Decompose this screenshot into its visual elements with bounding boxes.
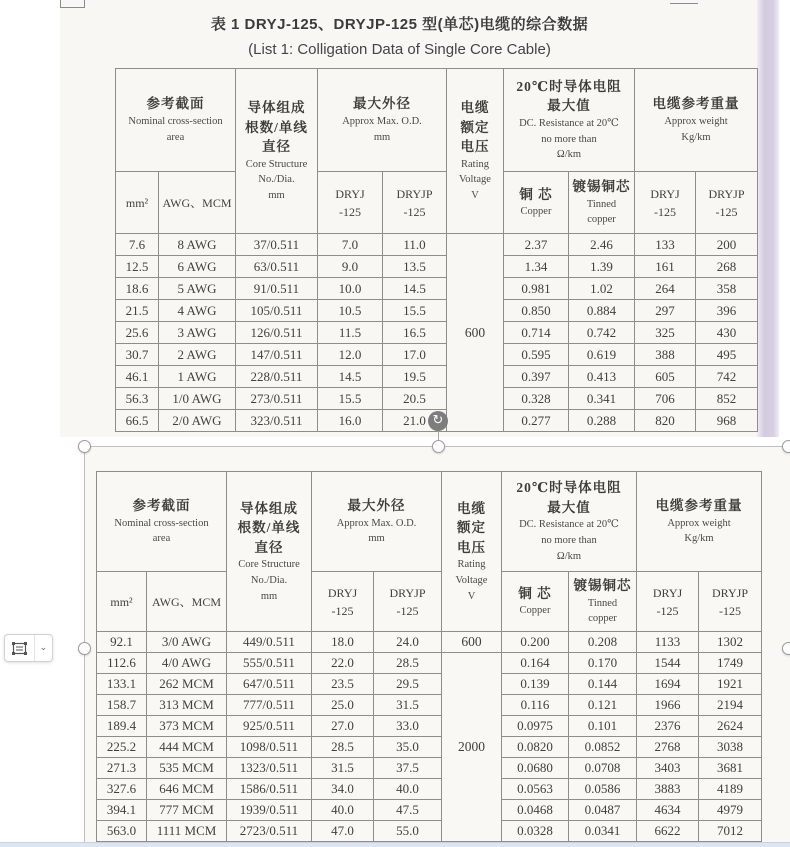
cell: 126/0.511	[236, 322, 318, 344]
header-resistance: 20℃时导体电阻 最大值 DC. Resistance at 20℃ no more than Ω/km	[502, 472, 637, 572]
cell: 17.0	[383, 344, 447, 366]
cell: 24.0	[374, 632, 442, 653]
header-wt-dryj: DRYJ -125	[635, 172, 696, 234]
cell: 23.5	[312, 674, 374, 695]
header-od-dryjp: DRYJP -125	[374, 572, 442, 632]
cell: 47.5	[374, 800, 442, 821]
cell: 925/0.511	[227, 716, 312, 737]
cell: 535 MCM	[147, 758, 227, 779]
layout-options-icon	[5, 635, 34, 661]
cell: 31.5	[374, 695, 442, 716]
cell: 0.0820	[502, 737, 569, 758]
table-2-body	[97, 632, 762, 842]
chevron-down-icon[interactable]: ⌄	[34, 635, 52, 661]
header-tinned: 镀锡铜芯 Tinned copper	[569, 572, 637, 632]
cell: 30.7	[116, 344, 159, 366]
table-title-zh: 表 1 DRYJ-125、DRYJP-125 型(单芯)电缆的综合数据	[210, 16, 589, 33]
cell: 25.6	[116, 322, 159, 344]
cell: 313 MCM	[147, 695, 227, 716]
cell: 1694	[637, 674, 699, 695]
cell: 0.0487	[569, 800, 637, 821]
cell: 325	[635, 322, 696, 344]
cell: 37.5	[374, 758, 442, 779]
scanned-table-image-2[interactable]	[84, 446, 790, 847]
cell: 10.0	[318, 278, 383, 300]
header-resistance: 20℃时导体电阻 最大值 DC. Resistance at 20℃ no more than Ω/km	[504, 69, 635, 172]
cell: 0.595	[504, 344, 569, 366]
cell: 37/0.511	[236, 234, 318, 256]
cell: 1544	[637, 653, 699, 674]
cell: 1749	[699, 653, 762, 674]
scan-artifact-line	[670, 3, 698, 4]
cell: 430	[696, 322, 758, 344]
table-row	[97, 737, 762, 758]
header-voltage: 电缆 额定 电压 Rating Voltage V	[447, 69, 504, 234]
cell: 373 MCM	[147, 716, 227, 737]
cell: 228/0.511	[236, 366, 318, 388]
cell: 0.170	[569, 653, 637, 674]
cell: 3883	[637, 779, 699, 800]
cell: 1098/0.511	[227, 737, 312, 758]
cell: 7.0	[318, 234, 383, 256]
header-weight: 电缆参考重量 Approx weight Kg/km	[637, 472, 762, 572]
cell: 273/0.511	[236, 388, 318, 410]
cell: 28.5	[374, 653, 442, 674]
cell: 852	[696, 388, 758, 410]
cell: 11.0	[383, 234, 447, 256]
table-row	[97, 695, 762, 716]
cell: 6622	[637, 821, 699, 842]
cell: 21.0	[383, 410, 447, 432]
cell: 1939/0.511	[227, 800, 312, 821]
cell: 563.0	[97, 821, 147, 842]
cell: 66.5	[116, 410, 159, 432]
bottom-bar	[0, 842, 790, 847]
cell: 55.0	[374, 821, 442, 842]
cell: 3403	[637, 758, 699, 779]
table-row	[97, 674, 762, 695]
resize-handle-top-center[interactable]	[432, 440, 445, 453]
cell: 0.0341	[569, 821, 637, 842]
cell: 777/0.511	[227, 695, 312, 716]
cell: 27.0	[312, 716, 374, 737]
cell: 4189	[699, 779, 762, 800]
layout-options-button[interactable]	[4, 634, 53, 662]
cell: 16.5	[383, 322, 447, 344]
cell: 56.3	[116, 388, 159, 410]
cell: 555/0.511	[227, 653, 312, 674]
cell: 28.5	[312, 737, 374, 758]
cell: 323/0.511	[236, 410, 318, 432]
scanned-table-image-1[interactable]	[60, 0, 779, 437]
cell: 63/0.511	[236, 256, 318, 278]
table-row	[97, 779, 762, 800]
scan-edge-shadow	[757, 0, 779, 437]
cell: 133	[635, 234, 696, 256]
resize-handle-top-right[interactable]	[782, 440, 790, 453]
cell: 358	[696, 278, 758, 300]
cell: 706	[635, 388, 696, 410]
header-od: 最大外径 Approx Max. O.D. mm	[312, 472, 442, 572]
cell: 0.0852	[569, 737, 637, 758]
cell: 449/0.511	[227, 632, 312, 653]
header-copper: 铜 芯 Copper	[502, 572, 569, 632]
cell: 0.164	[502, 653, 569, 674]
cell: 92.1	[97, 632, 147, 653]
resize-handle-top-left[interactable]	[78, 440, 91, 453]
cell: 1.34	[504, 256, 569, 278]
cell: 3681	[699, 758, 762, 779]
cell: 31.5	[312, 758, 374, 779]
resize-handle-mid-right[interactable]	[782, 642, 790, 655]
cell: 327.6	[97, 779, 147, 800]
table-row	[116, 256, 758, 278]
cell: 297	[635, 300, 696, 322]
cell: 14.5	[383, 278, 447, 300]
cell: 0.0586	[569, 779, 637, 800]
cell: 35.0	[374, 737, 442, 758]
cell: 4/0 AWG	[147, 653, 227, 674]
cell: 777 MCM	[147, 800, 227, 821]
cell: 0.101	[569, 716, 637, 737]
cell: 0.277	[504, 410, 569, 432]
cell: 0.200	[502, 632, 569, 653]
cell: 8 AWG	[159, 234, 236, 256]
cell: 112.6	[97, 653, 147, 674]
cell: 264	[635, 278, 696, 300]
resize-handle-mid-left[interactable]	[78, 642, 91, 655]
cell: 18.6	[116, 278, 159, 300]
cell: 1/0 AWG	[159, 388, 236, 410]
cell: 2.37	[504, 234, 569, 256]
cell: 47.0	[312, 821, 374, 842]
cell: 20.5	[383, 388, 447, 410]
table-row	[97, 632, 762, 653]
header-od: 最大外径 Approx Max. O.D. mm	[318, 69, 447, 172]
cell: 105/0.511	[236, 300, 318, 322]
header-wt-dryj: DRYJ -125	[637, 572, 699, 632]
cell: 0.0708	[569, 758, 637, 779]
cell: 0.0975	[502, 716, 569, 737]
cell: 1302	[699, 632, 762, 653]
voltage-cell: 600	[447, 234, 504, 432]
cell: 14.5	[318, 366, 383, 388]
cell: 0.288	[569, 410, 635, 432]
cell: 5 AWG	[159, 278, 236, 300]
cell: 16.0	[318, 410, 383, 432]
cell: 0.139	[502, 674, 569, 695]
cell: 1133	[637, 632, 699, 653]
cell: 268	[696, 256, 758, 278]
cell: 0.981	[504, 278, 569, 300]
cell: 2/0 AWG	[159, 410, 236, 432]
cell: 133.1	[97, 674, 147, 695]
cell: 1966	[637, 695, 699, 716]
cell: 0.619	[569, 344, 635, 366]
header-mm2: mm²	[97, 572, 147, 632]
cell: 4 AWG	[159, 300, 236, 322]
cell: 10.5	[318, 300, 383, 322]
header-core-structure: 导体组成 根数/单线 直径 Core Structure No./Dia. mm	[236, 69, 318, 234]
cell: 3038	[699, 737, 762, 758]
cell: 33.0	[374, 716, 442, 737]
header-od-dryj: DRYJ -125	[312, 572, 374, 632]
cell: 3/0 AWG	[147, 632, 227, 653]
voltage-cell: 600	[442, 632, 502, 653]
cell: 4979	[699, 800, 762, 821]
cell: 7.6	[116, 234, 159, 256]
header-copper: 铜 芯 Copper	[504, 172, 569, 234]
header-cross-section: 参考截面 Nominal cross-section area	[97, 472, 227, 572]
cell: 2 AWG	[159, 344, 236, 366]
cell: 444 MCM	[147, 737, 227, 758]
table-row	[97, 653, 762, 674]
cell: 2624	[699, 716, 762, 737]
cell: 161	[635, 256, 696, 278]
table-1-body	[116, 234, 758, 432]
cell: 605	[635, 366, 696, 388]
table-row	[116, 300, 758, 322]
header-wt-dryjp: DRYJP -125	[699, 572, 762, 632]
cell: 0.397	[504, 366, 569, 388]
cell: 0.0328	[502, 821, 569, 842]
voltage-cell: 2000	[442, 653, 502, 842]
cell: 2.46	[569, 234, 635, 256]
cell: 0.0680	[502, 758, 569, 779]
cell: 0.884	[569, 300, 635, 322]
cell: 91/0.511	[236, 278, 318, 300]
table-row	[97, 821, 762, 842]
cell: 21.5	[116, 300, 159, 322]
table-row	[116, 366, 758, 388]
table-row	[97, 758, 762, 779]
cell: 0.850	[504, 300, 569, 322]
cell: 0.714	[504, 322, 569, 344]
cell: 34.0	[312, 779, 374, 800]
cell: 19.5	[383, 366, 447, 388]
cell: 12.0	[318, 344, 383, 366]
cell: 0.208	[569, 632, 637, 653]
cell: 1 AWG	[159, 366, 236, 388]
cell: 0.121	[569, 695, 637, 716]
cell: 40.0	[374, 779, 442, 800]
cell: 647/0.511	[227, 674, 312, 695]
cell: 200	[696, 234, 758, 256]
cell: 1323/0.511	[227, 758, 312, 779]
cell: 147/0.511	[236, 344, 318, 366]
cell: 262 MCM	[147, 674, 227, 695]
header-awg-mcm: AWG、MCM	[159, 172, 236, 234]
table-row	[116, 344, 758, 366]
cell: 11.5	[318, 322, 383, 344]
cell: 388	[635, 344, 696, 366]
cell: 495	[696, 344, 758, 366]
table-row	[116, 234, 758, 256]
cell: 0.413	[569, 366, 635, 388]
header-od-dryjp: DRYJP -125	[383, 172, 447, 234]
header-wt-dryjp: DRYJP -125	[696, 172, 758, 234]
cable-data-table-2	[96, 471, 762, 842]
cell: 820	[635, 410, 696, 432]
table-row	[116, 388, 758, 410]
cell: 1.39	[569, 256, 635, 278]
cell: 7012	[699, 821, 762, 842]
header-voltage: 电缆 额定 电压 Rating Voltage V	[442, 472, 502, 632]
table-row	[97, 716, 762, 737]
cell: 12.5	[116, 256, 159, 278]
cell: 22.0	[312, 653, 374, 674]
cell: 18.0	[312, 632, 374, 653]
cell: 0.0563	[502, 779, 569, 800]
cell: 46.1	[116, 366, 159, 388]
cell: 3 AWG	[159, 322, 236, 344]
cell: 189.4	[97, 716, 147, 737]
cell: 0.144	[569, 674, 637, 695]
cell: 40.0	[312, 800, 374, 821]
cell: 15.5	[318, 388, 383, 410]
table-title-en: (List 1: Colligation Data of Single Core Cable)	[248, 41, 551, 58]
cell: 25.0	[312, 695, 374, 716]
rotate-handle-icon[interactable]: ↻	[428, 411, 448, 431]
header-od-dryj: DRYJ -125	[318, 172, 383, 234]
cell: 158.7	[97, 695, 147, 716]
cell: 6 AWG	[159, 256, 236, 278]
cell: 1.02	[569, 278, 635, 300]
cell: 0.116	[502, 695, 569, 716]
cell: 1111 MCM	[147, 821, 227, 842]
header-weight: 电缆参考重量 Approx weight Kg/km	[635, 69, 758, 172]
scan-artifact-box	[60, 0, 85, 8]
cell: 13.5	[383, 256, 447, 278]
cell: 29.5	[374, 674, 442, 695]
cell: 396	[696, 300, 758, 322]
header-tinned: 镀锡铜芯 Tinned copper	[569, 172, 635, 234]
cell: 646 MCM	[147, 779, 227, 800]
cell: 0.341	[569, 388, 635, 410]
cell: 4634	[637, 800, 699, 821]
cell: 0.328	[504, 388, 569, 410]
header-cross-section: 参考截面 Nominal cross-section area	[116, 69, 236, 172]
table-row	[116, 322, 758, 344]
cell: 271.3	[97, 758, 147, 779]
cell: 2768	[637, 737, 699, 758]
cell: 968	[696, 410, 758, 432]
cell: 0.742	[569, 322, 635, 344]
cell: 2194	[699, 695, 762, 716]
table-row	[97, 800, 762, 821]
cell: 2376	[637, 716, 699, 737]
cell: 2723/0.511	[227, 821, 312, 842]
table-row	[116, 278, 758, 300]
header-awg-mcm: AWG、MCM	[147, 572, 227, 632]
cell: 225.2	[97, 737, 147, 758]
cell: 1586/0.511	[227, 779, 312, 800]
cell: 15.5	[383, 300, 447, 322]
header-mm2: mm²	[116, 172, 159, 234]
cell: 0.0468	[502, 800, 569, 821]
header-core-structure: 导体组成 根数/单线 直径 Core Structure No./Dia. mm	[227, 472, 312, 632]
cell: 742	[696, 366, 758, 388]
cable-data-table-1	[115, 68, 758, 432]
cell: 394.1	[97, 800, 147, 821]
cell: 9.0	[318, 256, 383, 278]
cell: 1921	[699, 674, 762, 695]
